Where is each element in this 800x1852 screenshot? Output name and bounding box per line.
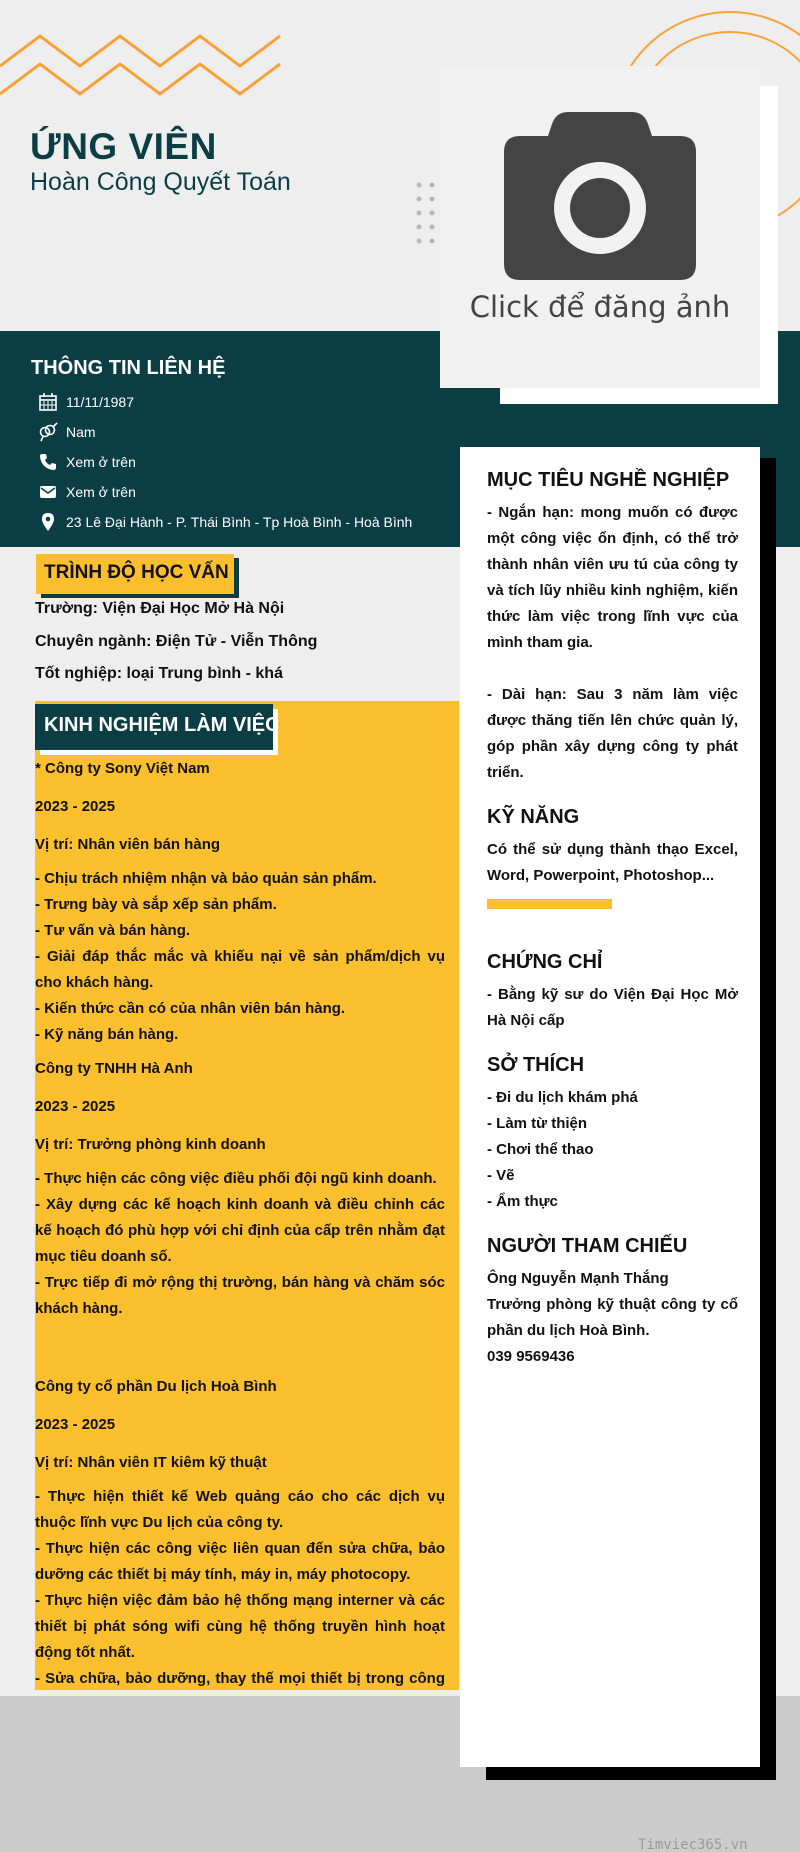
- experience-title: KINH NGHIỆM LÀM VIỆC: [44, 714, 280, 736]
- yellow-divider: [487, 899, 612, 909]
- education-major: Chuyên ngành: Điện Tử - Viễn Thông: [35, 633, 318, 650]
- watermark: Timviec365.vn: [638, 1837, 748, 1852]
- job-position: Vị trí: Nhân viên IT kiêm kỹ thuật: [35, 1454, 267, 1471]
- zigzag-decoration: [0, 28, 290, 103]
- photo-caption[interactable]: Click để đăng ảnh: [469, 290, 731, 324]
- reference-title: NGƯỜI THAM CHIẾU: [487, 1235, 688, 1257]
- job-company: Công ty TNHH Hà Anh: [35, 1060, 193, 1077]
- job-duty: - Thực hiện các công việc điều phối đội ngũ kinh doanh.: [35, 1170, 437, 1187]
- email-text: Xem ở trên: [66, 484, 136, 500]
- education-title: TRÌNH ĐỘ HỌC VẤN: [44, 562, 229, 583]
- hobby-item: - Chơi thể thao: [487, 1141, 594, 1158]
- contact-birthday: [36, 390, 134, 414]
- email-icon: [36, 480, 60, 504]
- job-duty: - Tư vấn và bán hàng.: [35, 922, 191, 939]
- contact-gender: [36, 420, 96, 444]
- location-icon: [36, 510, 60, 534]
- certificates-text: - Bằng kỹ sư do Viện Đại Học Mở Hà Nội cấp: [487, 986, 738, 1029]
- birthday-text: 11/11/1987: [66, 394, 134, 410]
- objective-title: MỤC TIÊU NGHỀ NGHIỆP: [487, 469, 730, 491]
- job-duty: - Xây dựng các kế hoạch kinh doanh và điều chỉnh các kế hoạch đó phù hợp với chỉ định của cấp trên nhằm đạt mục tiêu doanh số.: [35, 1196, 445, 1265]
- contact-address: [36, 510, 412, 534]
- job-period: 2023 - 2025: [35, 1416, 116, 1433]
- skills-text: Có thể sử dụng thành thạo Excel, Word, Powerpoint, Photoshop...: [487, 841, 738, 884]
- job-period: 2023 - 2025: [35, 1098, 116, 1115]
- gender-icon: [36, 420, 60, 444]
- job-duty: - Thực hiện việc đảm bảo hệ thống mạng interner và các thiết bị phát sóng wifi cùng hệ thống truyền hình hoạt động tốt nhất.: [35, 1592, 445, 1661]
- job-duty: - Trực tiếp đi mở rộng thị trường, bán hàng và chăm sóc khách hàng.: [35, 1274, 445, 1317]
- phone-text: Xem ở trên: [66, 454, 136, 470]
- job-duty: - Thực hiện thiết kế Web quảng cáo cho các dịch vụ thuộc lĩnh vực Du lịch của công ty.: [35, 1488, 445, 1531]
- job-duty: - Giải đáp thắc mắc và khiếu nại về sản phẩm/dịch vụ cho khách hàng.: [35, 948, 445, 991]
- education-graduation: Tốt nghiệp: loại Trung bình - khá: [35, 665, 283, 682]
- contact-title: THÔNG TIN LIÊN HỆ: [31, 357, 226, 379]
- right-column: [460, 447, 760, 1767]
- reference-name: Ông Nguyễn Mạnh Thắng: [487, 1270, 669, 1287]
- job-duty: - Kiến thức cần có của nhân viên bán hàng.: [35, 1000, 346, 1017]
- job-company: Công ty cổ phần Du lịch Hoà Bình: [35, 1378, 277, 1395]
- objective-long-term: - Dài hạn: Sau 3 năm làm việc được thăng tiến lên chức quản lý, góp phần xây dựng công ty phát triển.: [487, 686, 738, 781]
- contact-phone: [36, 450, 136, 474]
- phone-icon: [36, 450, 60, 474]
- dots-decoration: [414, 180, 440, 252]
- address-text: 23 Lê Đại Hành - P. Thái Bình - Tp Hoà Bình - Hoà Bình: [66, 514, 413, 530]
- job-position: Vị trí: Nhân viên bán hàng: [35, 836, 221, 853]
- job-period: 2023 - 2025: [35, 798, 116, 815]
- job-company: * Công ty Sony Việt Nam: [35, 760, 210, 777]
- reference-phone: 039 9569436: [487, 1348, 575, 1365]
- calendar-icon: [36, 390, 60, 414]
- job-duty: - Trưng bày và sắp xếp sản phẩm.: [35, 896, 277, 913]
- contact-email: [36, 480, 136, 504]
- job-duty: - Sửa chữa, bảo dưỡng, thay thế mọi thiết bị trong công: [35, 1670, 445, 1687]
- objective-short-term: - Ngắn hạn: mong muốn có được một công việc ổn định, có thể trở thành nhân viên ưu tú của công ty và tích lũy nhiều kinh nghiệm, kiến thức làm việc trong lĩnh vực của mình tham gia.: [487, 504, 738, 651]
- job-position: Vị trí: Trưởng phòng kinh doanh: [35, 1136, 266, 1153]
- job-duty: - Kỹ năng bán hàng.: [35, 1026, 179, 1043]
- certificates-title: CHỨNG CHỈ: [487, 951, 603, 973]
- camera-icon: [504, 112, 696, 280]
- page-title: ỨNG VIÊN: [30, 126, 217, 167]
- candidate-name: Hoàn Công Quyết Toán: [30, 168, 291, 196]
- job-duty: - Chịu trách nhiệm nhận và bảo quản sản phẩm.: [35, 870, 377, 887]
- skills-title: KỸ NĂNG: [487, 806, 580, 828]
- hobby-item: - Làm từ thiện: [487, 1115, 588, 1132]
- hobby-item: - Vẽ: [487, 1167, 515, 1184]
- experience-list: [35, 756, 445, 1718]
- gender-text: Nam: [66, 424, 96, 440]
- hobby-item: - Ẩm thực: [487, 1193, 558, 1210]
- education-school: Trường: Viện Đại Học Mở Hà Nội: [35, 600, 285, 617]
- hobbies-title: SỞ THÍCH: [487, 1054, 585, 1076]
- hobby-item: - Đi du lịch khám phá: [487, 1089, 638, 1106]
- reference-role: Trưởng phòng kỹ thuật công ty cổ phần du lịch Hoà Bình.: [487, 1296, 738, 1339]
- job-duty: - Thực hiện các công việc liên quan đến sửa chữa, bảo dưỡng các thiết bị máy tính, máy in, máy photocopy.: [35, 1540, 445, 1583]
